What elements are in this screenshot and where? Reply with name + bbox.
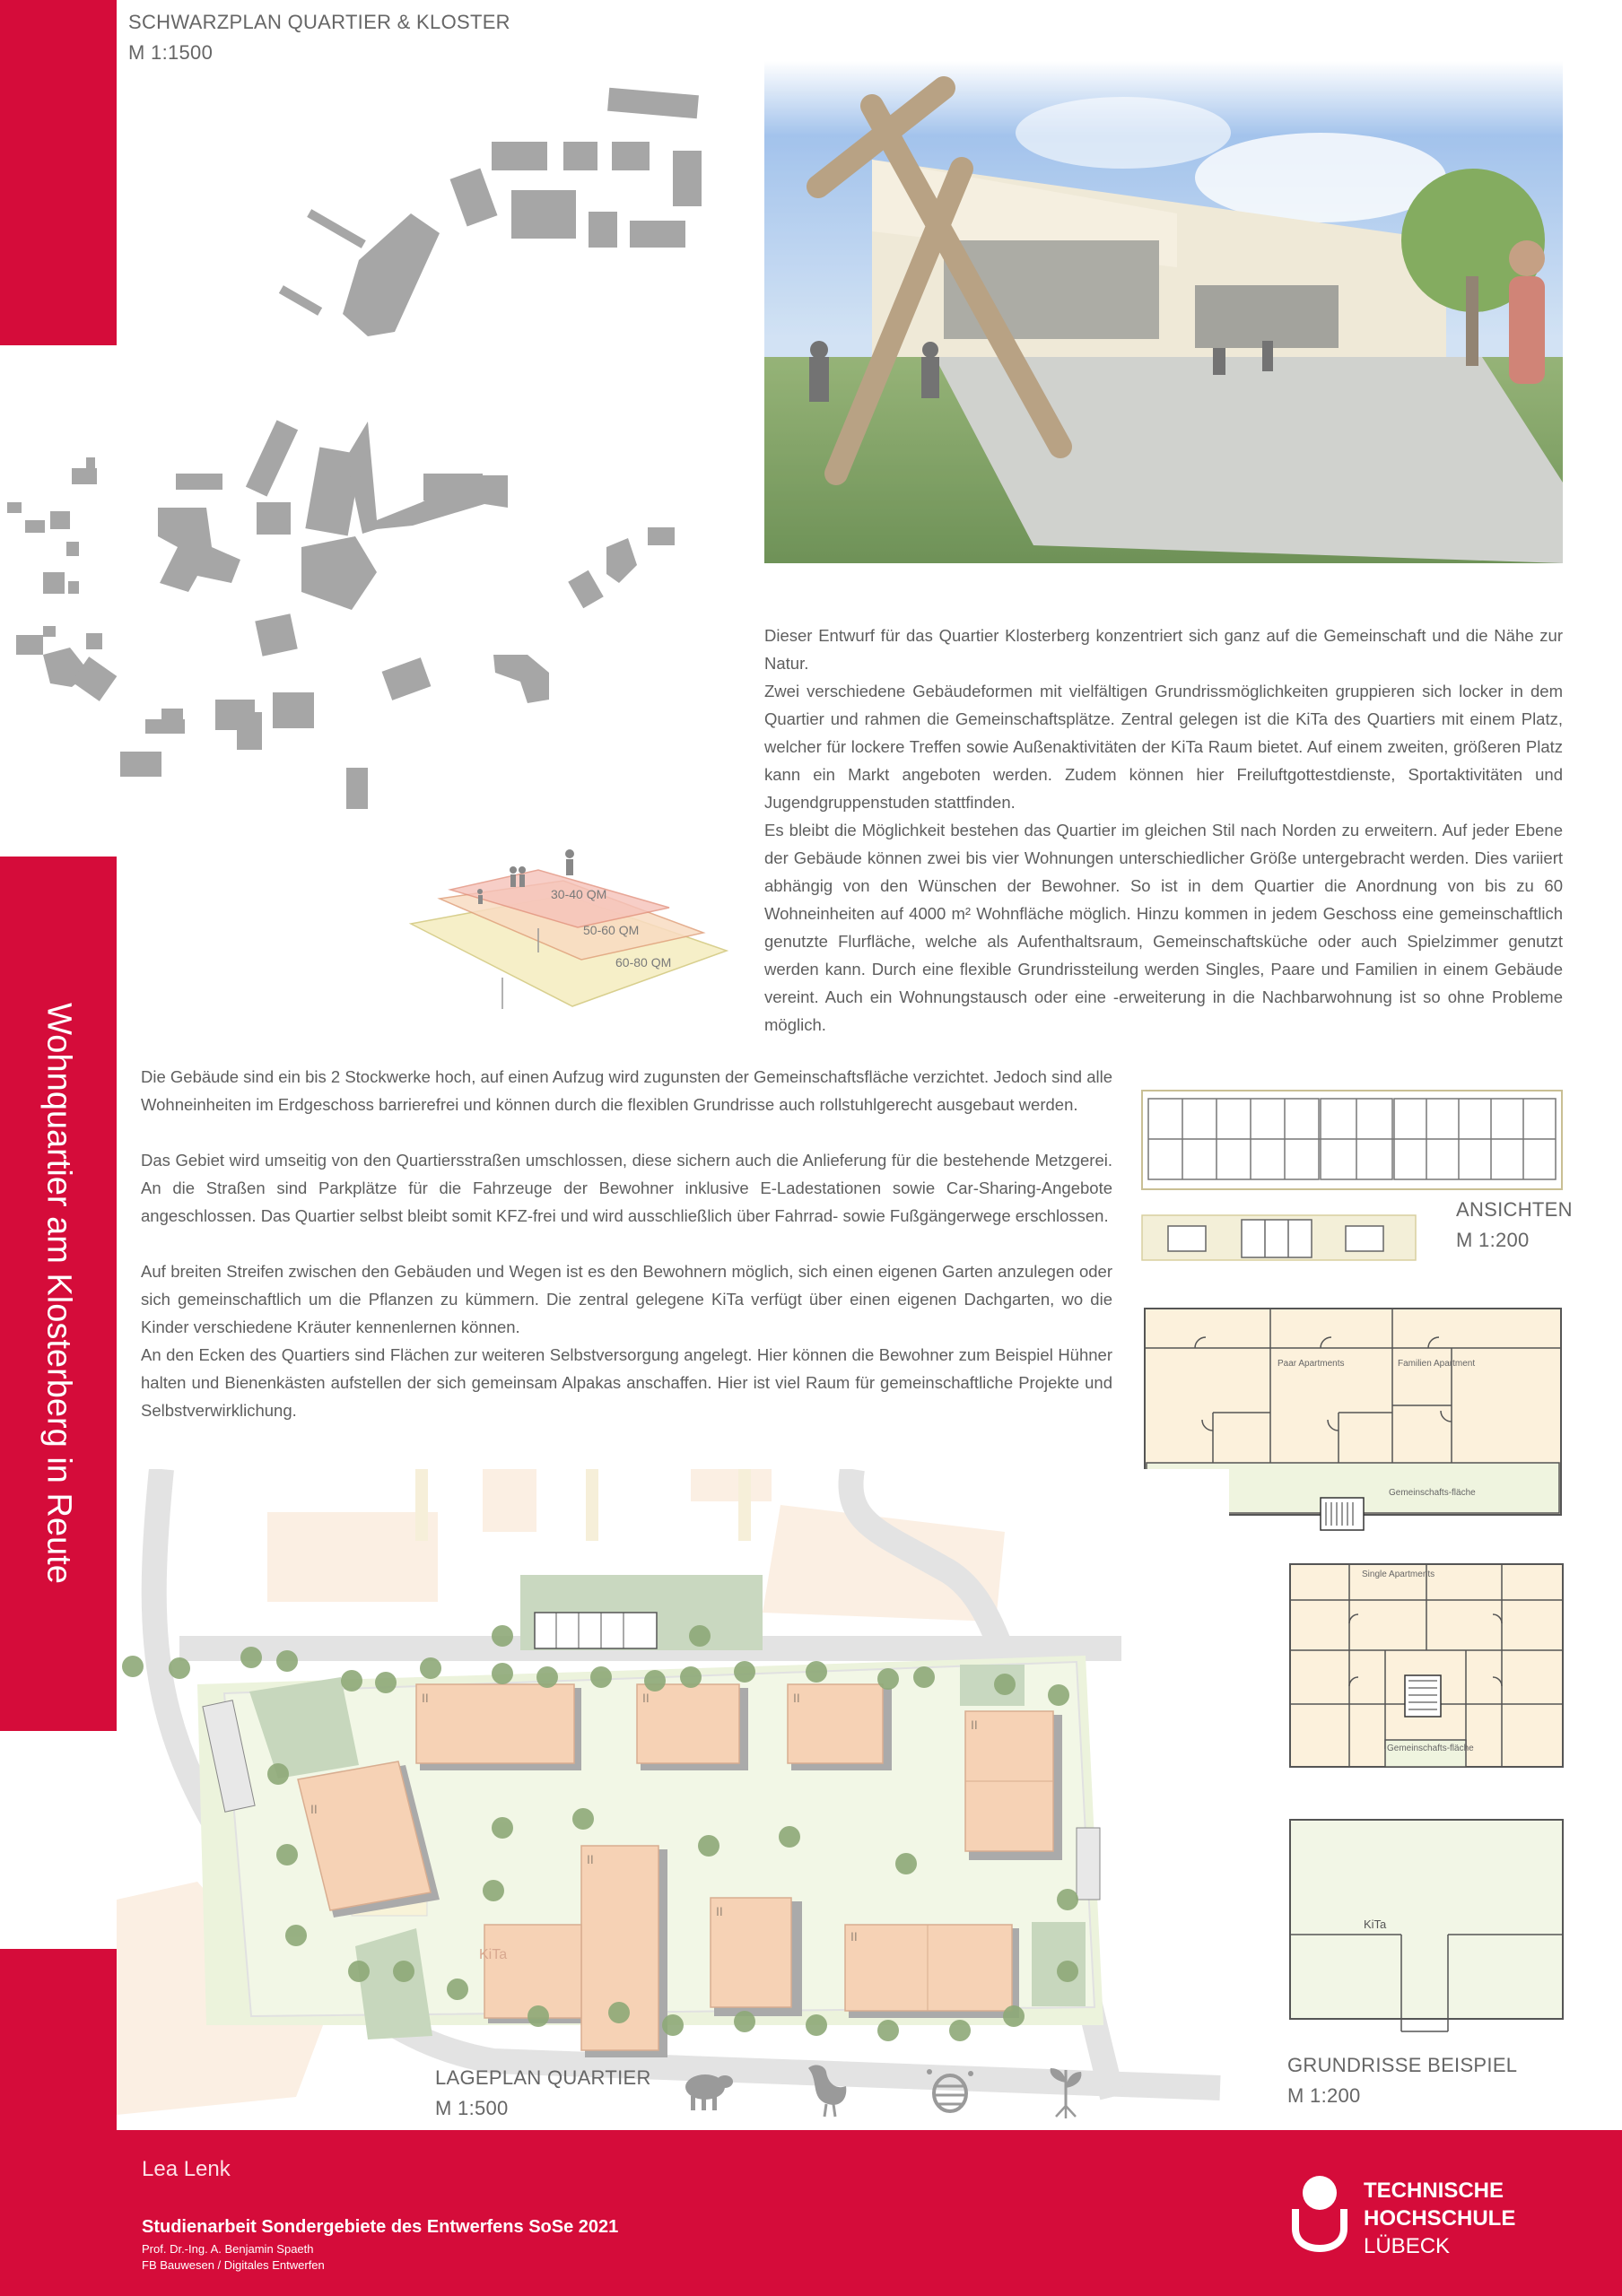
- tree: [949, 2020, 971, 2041]
- tree: [608, 2002, 630, 2023]
- tree: [528, 2005, 549, 2027]
- storey-label: II: [642, 1691, 650, 1705]
- grundrisse-caption: [1287, 2050, 1517, 2111]
- tree: [779, 1826, 800, 1848]
- department-name: FB Bauwesen / Digitales Entwerfen: [142, 2258, 325, 2272]
- schwarzplan-title: [128, 7, 510, 68]
- body-paragraph-1: Die Gebäude sind ein bis 2 Stockwerke hoch, auf einen Aufzug wird zugunsten der Gemeinschaftsfläche verzichtet. Jedoch sind alle Wohneinheiten im Erdgeschoss barrierefrei und können durch die flexiblen Grundrisse auch rollstuhlgerecht ausgebaut werden.: [141, 1067, 1112, 1114]
- tree: [447, 1979, 468, 2000]
- paragraph-spacer: [141, 1118, 1112, 1146]
- density-label-1: 30-40 QM: [551, 887, 607, 901]
- vertical-title-band: [0, 857, 117, 1731]
- red-bar-bottom: [0, 1949, 117, 2296]
- tree: [276, 1844, 298, 1866]
- body-paragraph-2: Das Gebiet wird umseitig von den Quartiersstraßen umschlossen, diese sichern auch die Anlieferung für die bestehende Metzgerei. An die Straßen sind Parkplätze für die Fahrzeuge der Bewohner inklusive E-Ladestationen sowie Car-Sharing-Angebote angeschlossen. Das Quartier selbst bleibt somit KFZ-frei und wird ausschließlich über Fahrrad- sowie Fußgängerwege erschlossen.: [141, 1151, 1112, 1225]
- university-name: [1364, 2177, 1515, 2260]
- ansichten-caption: [1456, 1195, 1573, 1256]
- university-logo-icon: [1288, 2173, 1351, 2254]
- tree: [680, 1666, 702, 1688]
- kita-site-label: KiTa: [479, 1947, 508, 1962]
- plan-label-single: Single Apartments: [1362, 1570, 1435, 1579]
- lageplan-title: LAGEPLAN QUARTIER: [435, 2066, 651, 2089]
- tree: [913, 1666, 935, 1688]
- ansichten-scale: M 1:200: [1456, 1229, 1530, 1251]
- plant-icon: [1043, 2061, 1088, 2118]
- courtyard-rendering: [764, 61, 1563, 563]
- tree: [734, 1661, 755, 1683]
- plan-label-kita: KiTa: [1364, 1918, 1387, 1931]
- storey-label: II: [971, 1718, 978, 1732]
- tree: [877, 2020, 899, 2041]
- tree: [169, 1657, 190, 1679]
- tree: [393, 1961, 414, 1982]
- tree: [994, 1674, 1016, 1695]
- intro-paragraph-3: Es bleibt die Möglichkeit bestehen das Quartier im gleichen Stil nach Norden zu erweitern. Auf jeder Ebene der Gebäude können zwei bis vier Wohnungen unterschiedlicher Größe untergebracht werden. Dies variiert abhängig von den Wünschen der Bewohner. So ist in dem Quartier die Anordnung von bis zu 60 Wohneinheiten auf 4000 m² Wohnfläche möglich. Hinzu kommen in jedem Geschoss eine gemeinschaftlich genutzte Flurfläche, welche als Aufenthaltsraum, Gemeinschaftsküche oder auch Spielzimmer genutzt werden kann. Durch eine flexible Grundrissteilung werden Singles, Paare und Familien in einem Gebäude vereint. Auch ein Wohnungstausch oder eine -erweiterung in die Nachbarwohnung ist so ohne Probleme möglich.: [764, 821, 1563, 1034]
- body-paragraph-4: An den Ecken des Quartiers sind Flächen zur weiteren Selbstversorgung angelegt. Hier können die Bewohner zum Beispiel Hühner halten und Bienenkästen aufstellen der sich gemeinsam Alpakas anschaffen. Hier ist viel Raum für gemeinschaftliche Projekte und Selbstverwirklichung.: [141, 1345, 1112, 1420]
- tree: [895, 1853, 917, 1874]
- storey-label: II: [793, 1691, 800, 1705]
- body-paragraph-3: Auf breiten Streifen zwischen den Gebäuden und Wegen ist es den Bewohnern möglich, sich einen eigenen Garten anzulegen oder sich gemeinschaftlich um die Pflanzen zu kümmern. Die zentral gelegene KiTa verfügt über einen eigenen Dachgarten, wo die Kinder verschiedene Kräuter kennenlernen können.: [141, 1262, 1112, 1336]
- chicken-icon: [801, 2063, 851, 2118]
- density-diagram: [386, 834, 745, 1027]
- plan-label-gemeinschaft: Gemeinschafts-fläche: [1389, 1488, 1476, 1498]
- tree: [806, 2014, 827, 2036]
- tree: [806, 1661, 827, 1683]
- schwarzplan-scale: M 1:1500: [128, 41, 214, 64]
- tree: [572, 1808, 594, 1830]
- tree: [536, 1666, 558, 1688]
- beehive-icon: [924, 2065, 976, 2118]
- tree: [662, 2014, 684, 2036]
- body-text: [141, 1063, 1112, 1424]
- tree: [1003, 2005, 1025, 2027]
- tree: [122, 1656, 144, 1677]
- tree: [276, 1650, 298, 1672]
- intro-paragraph-2: Zwei verschiedene Gebäudeformen mit vielfältigen Grundrissmöglichkeiten gruppieren sich locker in dem Quartier und rahmen die Gemeinschaftsplätze. Zentral gelegen ist die KiTa des Quartiers mit einem Platz, welcher für lockere Treffen sowie Außenaktivitäten der KiTa Raum bietet. Auf einem zweiten, größeren Platz kann ein Markt angeboten werden. Zudem können hier Freiluftgottestdienste, Sportaktivitäten und Jugendgruppenstuden stattfinden.: [764, 682, 1563, 812]
- tree: [492, 1663, 513, 1684]
- logo-line-1: TECHNISCHE: [1364, 2179, 1504, 2203]
- tree: [285, 1925, 307, 1946]
- tree: [341, 1670, 362, 1692]
- floor-plan-kita: [1286, 1816, 1566, 2040]
- course-title: Studienarbeit Sondergebiete des Entwerfens SoSe 2021: [142, 2217, 619, 2237]
- tree: [483, 1880, 504, 1901]
- tree: [240, 1647, 262, 1668]
- storey-label: II: [716, 1904, 723, 1918]
- tree: [420, 1657, 441, 1679]
- logo-line-3: LÜBECK: [1364, 2234, 1451, 2258]
- vertical-title: Wohnquartier am Klosterberg in Reute: [39, 1003, 78, 1584]
- grundrisse-scale: M 1:200: [1287, 2084, 1361, 2107]
- tree: [734, 2011, 755, 2032]
- schwarzplan-heading: SCHWARZPLAN QUARTIER & KLOSTER: [128, 11, 510, 33]
- storey-label: II: [587, 1852, 594, 1866]
- storey-label: II: [422, 1691, 429, 1705]
- intro-text: [764, 622, 1563, 1039]
- intro-paragraph-1: Dieser Entwurf für das Quartier Klosterberg konzentriert sich ganz auf die Gemeinschaft und die Nähe zur Natur.: [764, 626, 1563, 673]
- plan-label-familien: Familien Apartment: [1398, 1359, 1476, 1369]
- plan-label-gemeinschaft-2: Gemeinschafts-fläche: [1387, 1744, 1474, 1753]
- tree: [590, 1666, 612, 1688]
- logo-line-2: HOCHSCHULE: [1364, 2206, 1516, 2231]
- lageplan-caption: [435, 2063, 651, 2124]
- tree: [492, 1625, 513, 1647]
- tree: [267, 1763, 289, 1785]
- ansichten-title: ANSICHTEN: [1456, 1198, 1573, 1221]
- tree: [1057, 1889, 1078, 1910]
- author-name: Lea Lenk: [142, 2157, 231, 2181]
- tree: [1057, 1961, 1078, 1982]
- lageplan-scale: M 1:500: [435, 2097, 509, 2119]
- tree: [644, 1670, 666, 1692]
- professor-name: Prof. Dr.-Ing. A. Benjamin Spaeth: [142, 2242, 314, 2256]
- plan-label-paar: Paar Apartments: [1278, 1359, 1345, 1369]
- grundrisse-title: GRUNDRISSE BEISPIEL: [1287, 2054, 1518, 2076]
- storey-label: II: [310, 1802, 318, 1816]
- density-label-3: 60-80 QM: [615, 955, 672, 970]
- tree: [348, 1961, 370, 1982]
- tree: [698, 1835, 719, 1857]
- tree: [877, 1668, 899, 1690]
- sheep-icon: [680, 2067, 736, 2112]
- density-label-2: 50-60 QM: [583, 923, 640, 937]
- schwarzplan-map: [0, 81, 736, 834]
- paragraph-spacer: [141, 1230, 1112, 1257]
- tree: [375, 1672, 397, 1693]
- lageplan-site-plan: [117, 1469, 1229, 2115]
- tree: [689, 1625, 711, 1647]
- tree: [1048, 1684, 1069, 1706]
- floor-plan-singles: [1286, 1561, 1566, 1785]
- tree: [492, 1817, 513, 1839]
- footer-band: [117, 2130, 1622, 2296]
- storey-label: II: [850, 1929, 858, 1944]
